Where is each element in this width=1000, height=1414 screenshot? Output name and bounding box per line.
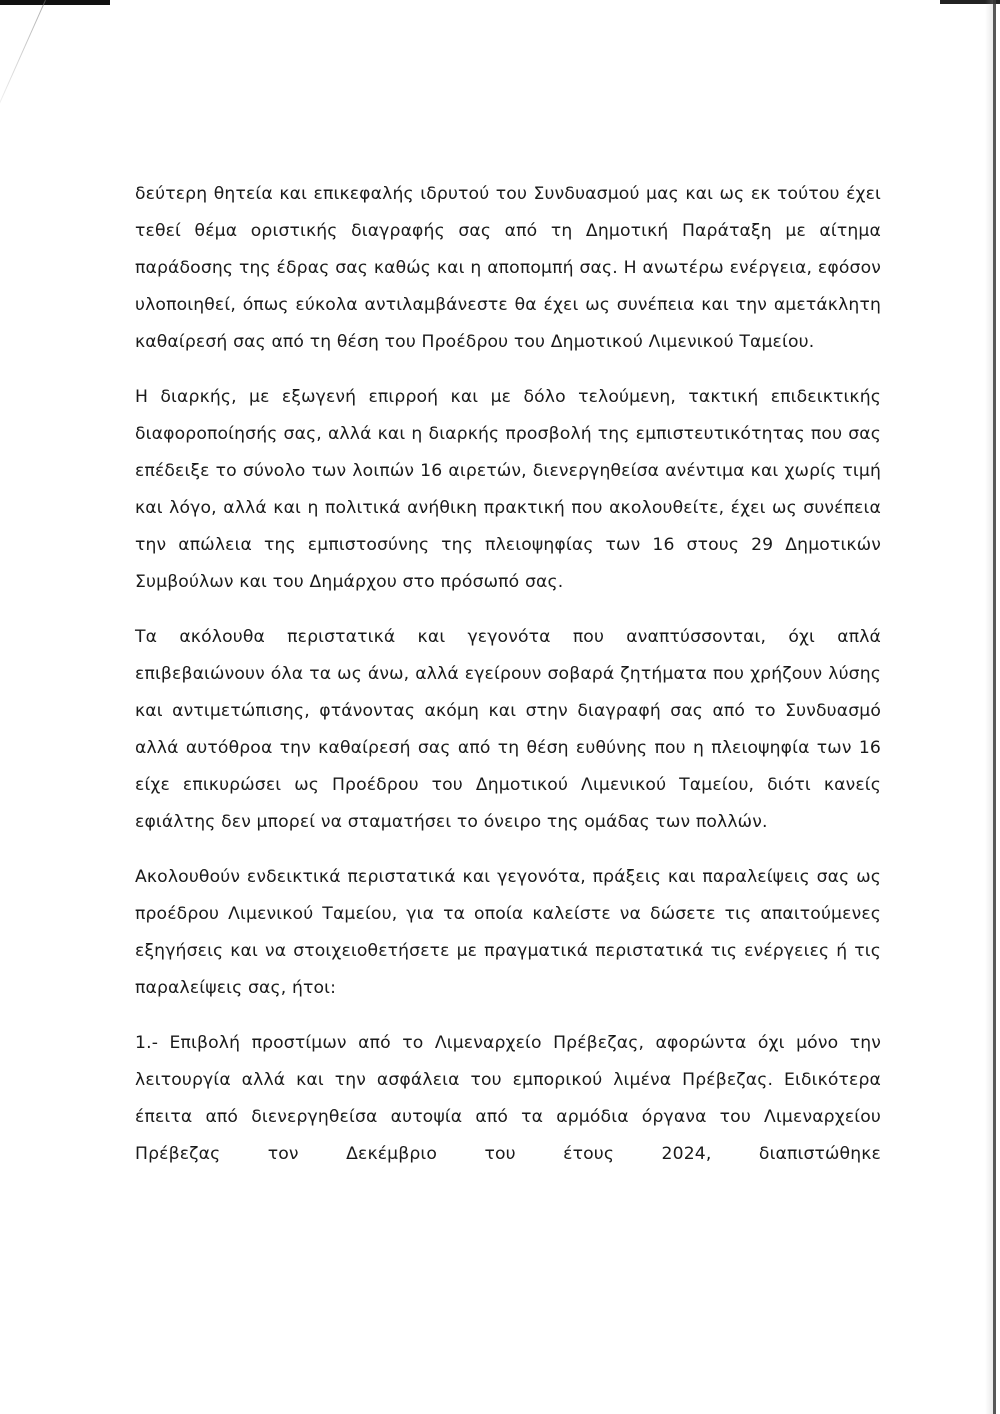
scan-artifact-top-edge xyxy=(0,0,110,5)
paragraph-5-item-1: 1.- Επιβολή προστίμων από το Λιμεναρχείο Πρέβεζας, αφορώντα όχι μόνο την λειτουργία αλλά και την ασφάλεια του εμπορικού λιμένα Πρέβεζας. Ειδικότερα έπειτα από διενεργηθείσα αυτοψία από τα αρμόδια όργανα του Λιμεναρχείου Πρέβεζας τον Δεκέμβριο του έτους 2024, διαπιστώθηκε xyxy=(135,1033,881,1164)
document-page xyxy=(135,176,881,1191)
scan-artifact-right-edge xyxy=(993,0,996,1414)
paragraph-1: δεύτερη θητεία και επικεφαλής ιδρυτού του Συνδυασμού μας και ως εκ τούτου έχει τεθεί θέμα οριστικής διαγραφής σας από τη Δημοτική Παράταξη με αίτημα παράδοσης της έδρας σας καθώς και η αποπομπή σας. Η ανωτέρω ενέργεια, εφόσον υλοποιηθεί, όπως εύκολα αντιλαμβάνεστε θα έχει ως συνέπεια και την αμετάκλητη καθαίρεσή σας από τη θέση του Προέδρου του Δημοτικού Λιμενικού Ταμείου. xyxy=(135,184,881,352)
paragraph-3: Τα ακόλουθα περιστατικά και γεγονότα που αναπτύσσονται, όχι απλά επιβεβαιώνουν όλα τα ως άνω, αλλά εγείρουν σοβαρά ζητήματα που χρήζουν λύσης και αντιμετώπισης, φτάνοντας ακόμη και στην διαγραφή σας από το Συνδυασμό αλλά αυτόθροα την καθαίρεσή σας από τη θέση ευθύνης που η πλειοψηφία των 16 είχε επικυρώσει ως Προέδρου του Δημοτικού Λιμενικού Ταμείου, διότι κανείς εφιάλτης δεν μπορεί να σταματήσει το όνειρο της ομάδας των πολλών. xyxy=(135,627,881,832)
paragraph-2: Η διαρκής, με εξωγενή επιρροή και με δόλο τελούμενη, τακτική επιδεικτικής διαφοροποίησής σας, αλλά και η διαρκής προσβολή της εμπιστευτικότητας που σας επέδειξε το σύνολο των λοιπών 16 αιρετών, διενεργηθείσα ανέντιμα και χωρίς τιμή και λόγο, αλλά και η πολιτικά ανήθικη πρακτική που ακολουθείτε, έχει ως συνέπεια την απώλεια της εμπιστοσύνης της πλειοψηφίας των 16 στους 29 Δημοτικών Συμβούλων και του Δημάρχου στο πρόσωπό σας. xyxy=(135,387,881,592)
scan-artifact-fold-line xyxy=(0,0,46,119)
paragraph-4: Ακολουθούν ενδεικτικά περιστατικά και γεγονότα, πράξεις και παραλείψεις σας ως προέδρου Λιμενικού Ταμείου, για τα οποία καλείστε να δώσετε τις απαιτούμενες εξηγήσεις και να στοιχειοθετήσετε με πραγματικά περιστατικά τις ενέργειες ή τις παραλείψεις σας, ήτοι: xyxy=(135,867,881,998)
scan-artifact-right-shade xyxy=(985,0,993,1414)
